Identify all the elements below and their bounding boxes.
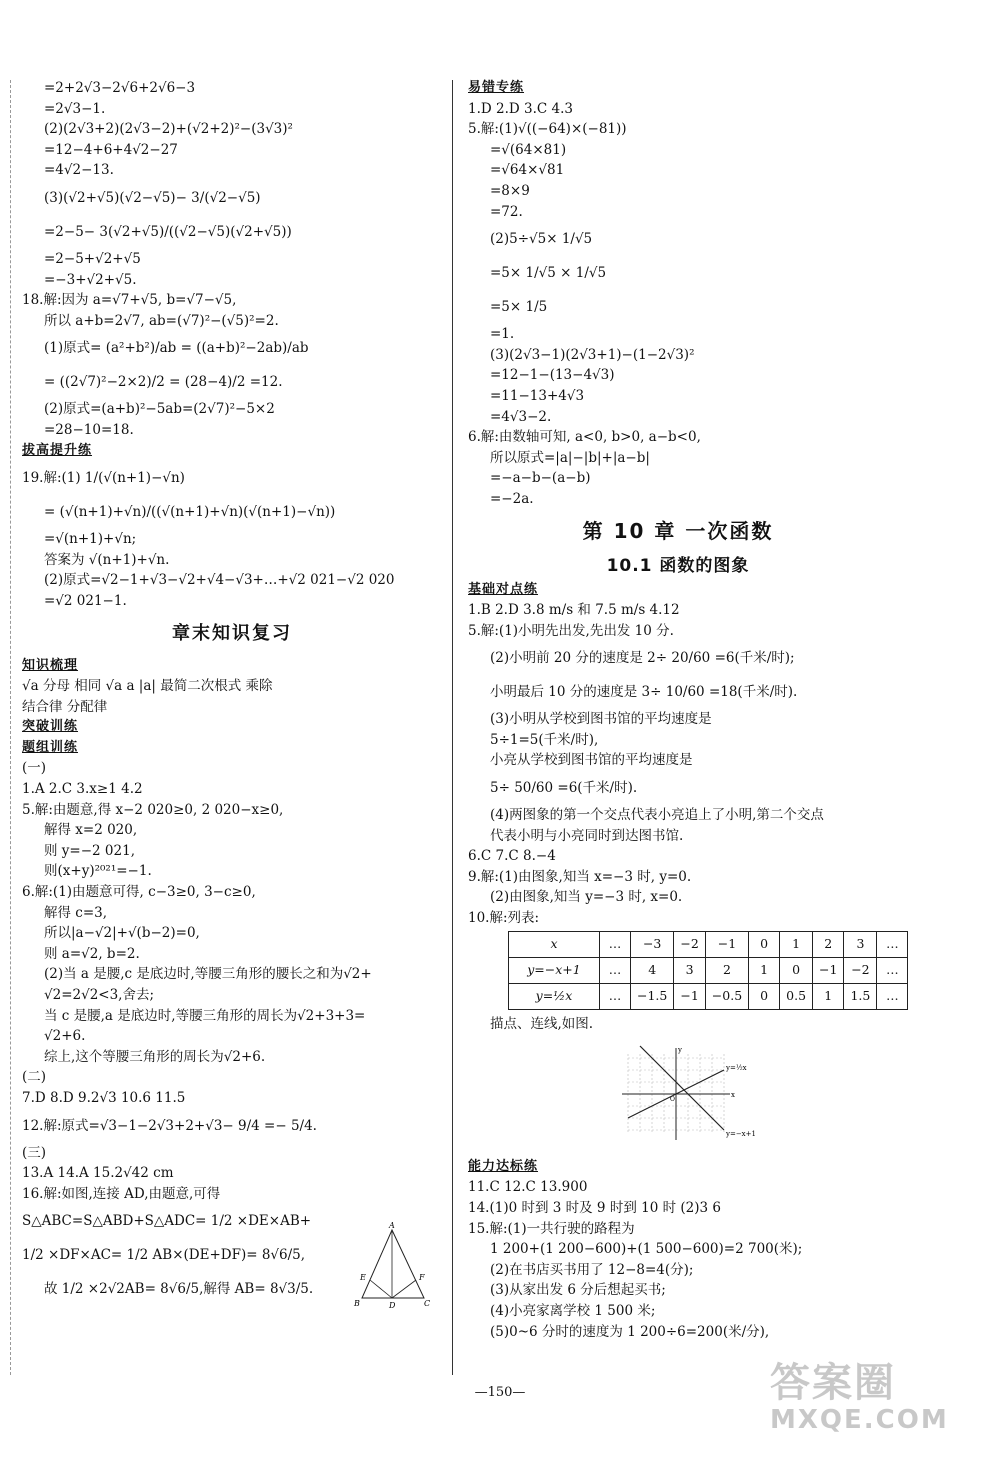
left-text-line: 知识梳理 [22,657,79,673]
svg-text:D: D [389,1301,396,1310]
value-table [508,931,908,1010]
left-text-line: =√(n+1)+√n; [44,531,137,548]
table-row [509,957,908,983]
left-text-line: 所以 a+b=2√7, ab=(√7)²−(√5)²=2. [44,312,279,329]
triangle-svg [352,1222,434,1312]
function-graph [618,1044,888,1151]
right-text-line: 所以原式=|a|−|b|+|a−b| [490,449,650,466]
left-text-line: √2+6. [44,1028,86,1045]
left-text-line: 解得 c=3, [44,904,108,921]
right-text-line: 10.解:列表: [468,910,540,927]
right-text-line: =√64×√81 [490,162,565,179]
left-text-line: =4√2−13. [44,162,114,179]
left-text-line: (1)原式= (a²+b²)/ab = ((a+b)²−2ab)/ab [44,340,309,357]
table-cell: −1 [705,931,748,957]
left-text-line: = ((2√7)²−2×2)/2 = (28−4)/2 =12. [44,374,283,391]
left-text-line: =2−5− 3(√2+√5)/((√2−√5)(√2+√5)) [44,223,292,240]
left-text-line: 18.解:因为 a=√7+√5, b=√7−√5, [22,292,237,309]
left-text-line: 综上,这个等腰三角形的周长为√2+6. [44,1048,266,1065]
table-row [509,931,908,957]
right-lower-text-line: 1 200+(1 200−600)+(1 500−600)=2 700(米); [490,1241,803,1258]
left-text-line: =2√3−1. [44,100,106,117]
left-text-line: (二) [22,1069,47,1086]
left-text-line: 则(x+y)²⁰²¹=−1. [44,863,152,880]
left-text-line: (2)原式=(a+b)²−5ab=(2√7)²−5×2 [44,401,275,418]
right-column [468,78,899,1342]
svg-text:y=½x: y=½x [726,1064,747,1073]
left-text-line: 13.A 14.A 15.2√42 cm [22,1165,174,1182]
right-text-line: 5.解:(1)√((−64)×(−81)) [468,121,627,138]
line-y-neg-x-plus-1 [640,1046,724,1130]
left-text-line: 答案为 √(n+1)+√n. [44,551,170,568]
table-cell: −1 [813,957,844,983]
right-text-line: 小亮从学校到图书馆的平均速度是 [490,752,693,769]
right-text-line: 基础对点练 [468,581,539,597]
left-text-line: 当 c 是腰,a 是底边时,等腰三角形的周长为√2+3+3= [44,1007,366,1024]
left-text-line: (3)(√2+√5)(√2−√5)− 3/(√2−√5) [44,189,261,206]
table-cell: … [877,983,908,1009]
right-text-line: 小明最后 10 分的速度是 3÷ 10/60 =18(千米/时). [490,684,798,701]
watermark-logo [770,1361,970,1453]
table-cell: … [600,931,631,957]
svg-text:C: C [424,1299,431,1308]
table-row [509,983,908,1009]
right-text-line: 第 10 章 一次函数 [582,518,774,543]
svg-text:F: F [419,1273,425,1282]
right-lower-text-line: (4)小亮家离学校 1 500 米; [490,1302,656,1319]
left-text-line: 题组训练 [22,739,79,755]
left-text-line: 章末知识复习 [172,622,292,644]
right-text-line: (2)由图象,知当 y=−3 时, x=0. [490,889,683,906]
right-text-line: (3)(2√3−1)(2√3+1)−(1−2√3)² [490,346,695,363]
left-text-line: √a 分母 相同 √a a |a| 最简二次根式 乘除 [22,678,273,695]
table-cell: … [600,957,631,983]
right-text-line: (2)小明前 20 分的速度是 2÷ 20/60 =6(千米/时); [490,650,795,667]
svg-text:A: A [389,1222,395,1230]
svg-text:x: x [731,1091,735,1100]
left-text-line: 解得 x=2 020, [44,822,138,839]
triangle-figure [352,1222,434,1316]
table-cell: −1 [674,983,705,1009]
table-cell: −2 [674,931,705,957]
right-text-line: 5÷1=5(千米/时), [490,731,599,748]
table-cell: 0.5 [780,983,813,1009]
right-text-line: 5÷ 50/60 =6(千米/时). [490,780,638,797]
left-text-line: 5.解:由题意,得 x−2 020≥0, 2 020−x≥0, [22,801,284,818]
right-lower-text-line: 能力达标练 [468,1158,539,1174]
table-cell: 1 [749,957,780,983]
left-text-line: 16.解:如图,连接 AD,由题意,可得 [22,1185,221,1202]
right-lower-text-line: 14.(1)0 时到 3 时及 9 时到 10 时 (2)3 6 [468,1200,721,1216]
right-text-line: 代表小明与小亮同时到达图书馆. [490,827,684,844]
graph-svg [618,1044,758,1144]
right-lower-text-line: (3)从家出发 6 分后想起买书; [490,1282,666,1299]
svg-text:E: E [360,1273,366,1282]
left-text-line: =2−5+√2+√5 [44,250,141,267]
left-text-line: =2+2√3−2√6+2√6−3 [44,80,196,96]
svg-text:y: y [678,1046,682,1055]
table-cell: x [509,931,600,957]
left-text-line: = (√(n+1)+√n)/((√(n+1)+√n)(√(n+1)−√n)) [44,504,336,521]
left-text-line: =−3+√2+√5. [44,271,137,288]
watermark-line2: MXQE.COM [770,1405,949,1435]
right-text-line: 易错专练 [468,80,525,95]
right-text-line: 10.1 函数的图象 [606,555,750,576]
left-text-line: 所以|a−√2|+√(b−2)=0, [44,925,200,942]
left-text-line: 结合律 分配律 [22,698,108,715]
table-cell: −3 [631,931,674,957]
left-text-line: 拔高提升练 [22,442,93,458]
table-cell: 0 [749,931,780,957]
left-text-line: (三) [22,1144,47,1161]
table-cell: 2 [813,931,844,957]
left-text-line: 1.A 2.C 3.x≥1 4.2 [22,781,143,798]
table-cell: −0.5 [705,983,748,1009]
left-text-line: (2)(2√3+2)(2√3−2)+(√2+2)²−(3√3)² [44,121,293,138]
right-text-line: 1.B 2.D 3.8 m/s 和 7.5 m/s 4.12 [468,602,680,619]
table-cell: … [877,957,908,983]
right-lower-text-line: 11.C 12.C 13.900 [468,1179,588,1196]
right-text-line: (2)5÷√5× 1/√5 [490,231,593,248]
right-lower-text-line: 15.解:(1)一共行驶的路程为 [468,1220,635,1237]
watermark-line1: 答案圈 [770,1360,896,1406]
right-text-line: (3)小明从学校到图书馆的平均速度是 [490,711,712,728]
left-text-line: √2=2√2<3,舍去; [44,987,155,1003]
left-text-line: 故 1/2 ×2√2AB= 8√6/5,解得 AB= 8√3/5. [44,1281,314,1298]
right-text-line: =5× 1/√5 × 1/√5 [490,265,607,282]
table-cell: 3 [844,931,877,957]
left-text-line: =√2 021−1. [44,592,127,609]
right-text-line: =12−1−(13−4√3) [490,367,615,384]
right-text-line: =−a−b−(a−b) [490,470,591,487]
right-text-line: 5.解:(1)小明先出发,先出发 10 分. [468,622,674,639]
left-text-line: 12.解:原式=√3−1−2√3+2+√3− 9/4 =− 5/4. [22,1117,317,1134]
left-text-line: 突破训练 [22,719,79,735]
right-text-line: =11−13+4√3 [490,387,585,404]
graph-caption: 描点、连线,如图. [490,1015,594,1032]
table-cell: 2 [705,957,748,983]
right-text-line: =√(64×81) [490,141,567,158]
column-divider [452,80,453,1375]
right-text-line: 9.解:(1)由图象,知当 x=−3 时, y=0. [468,868,692,885]
table-cell: 3 [674,957,705,983]
left-text-line: 则 y=−2 021, [44,842,135,859]
svg-text:B: B [354,1299,360,1308]
left-text-line: 19.解:(1) 1/(√(n+1)−√n) [22,470,185,487]
table-cell: −2 [844,957,877,983]
right-column-lines-lower [468,1157,888,1342]
right-text-line: =1. [490,326,515,343]
table-cell: y=−x+1 [509,957,600,983]
right-column-lines [468,78,888,929]
table-cell: 4 [631,957,674,983]
table-cell: … [877,931,908,957]
table-cell: −1.5 [631,983,674,1009]
right-text-line: 6.解:由数轴可知, a<0, b>0, a−b<0, [468,429,701,446]
left-text-line: 1/2 ×DF×AC= 1/2 AB×(DE+DF)= 8√6/5, [22,1247,306,1264]
left-text-line: (2)当 a 是腰,c 是底边时,等腰三角形的腰长之和为√2+ [44,966,372,983]
table-cell: 1.5 [844,983,877,1009]
left-text-line: 则 a=√2, b=2. [44,945,140,962]
right-text-line: 6.C 7.C 8.−4 [468,848,556,865]
table-cell: 0 [780,957,813,983]
svg-text:y=−x+1: y=−x+1 [726,1130,756,1139]
table-cell: 1 [813,983,844,1009]
right-lower-text-line: (5)0~6 分时的速度为 1 200÷6=200(米/分), [490,1323,770,1340]
left-text-line: 6.解:(1)由题意可得, c−3≥0, 3−c≥0, [22,884,256,901]
right-text-line: (4)两图象的第一个交点代表小亮追上了小明,第二个交点 [490,807,824,824]
right-text-line: =−2a. [490,490,534,507]
right-text-line: =8×9 [490,182,530,199]
left-text-line: (2)原式=√2−1+√3−√2+√4−√3+…+√2 021−√2 020 [44,572,395,589]
right-text-line: =4√3−2. [490,408,552,425]
left-text-line: =12−4+6+4√2−27 [44,141,178,158]
right-lower-text-line: (2)在书店买书用了 12−8=4(分); [490,1261,694,1278]
left-text-line: S△ABC=S△ABD+S△ADC= 1/2 ×DE×AB+ [22,1213,312,1230]
right-text-line: =72. [490,203,523,220]
left-text-line: 7.D 8.D 9.2√3 10.6 11.5 [22,1089,186,1106]
table-cell: 1 [780,931,813,957]
right-text-line: =5× 1/5 [490,299,548,316]
table-cell: … [600,983,631,1009]
left-text-line: (一) [22,760,47,777]
page-number: —150— [474,1385,526,1400]
svg-text:O: O [670,1096,675,1104]
right-text-line: 1.D 2.D 3.C 4.3 [468,100,573,117]
left-margin-rule [10,80,11,1375]
left-column [22,78,442,1306]
left-text-line: =28−10=18. [44,421,134,438]
table-cell: y=½x [509,983,600,1009]
table-cell: 0 [749,983,780,1009]
